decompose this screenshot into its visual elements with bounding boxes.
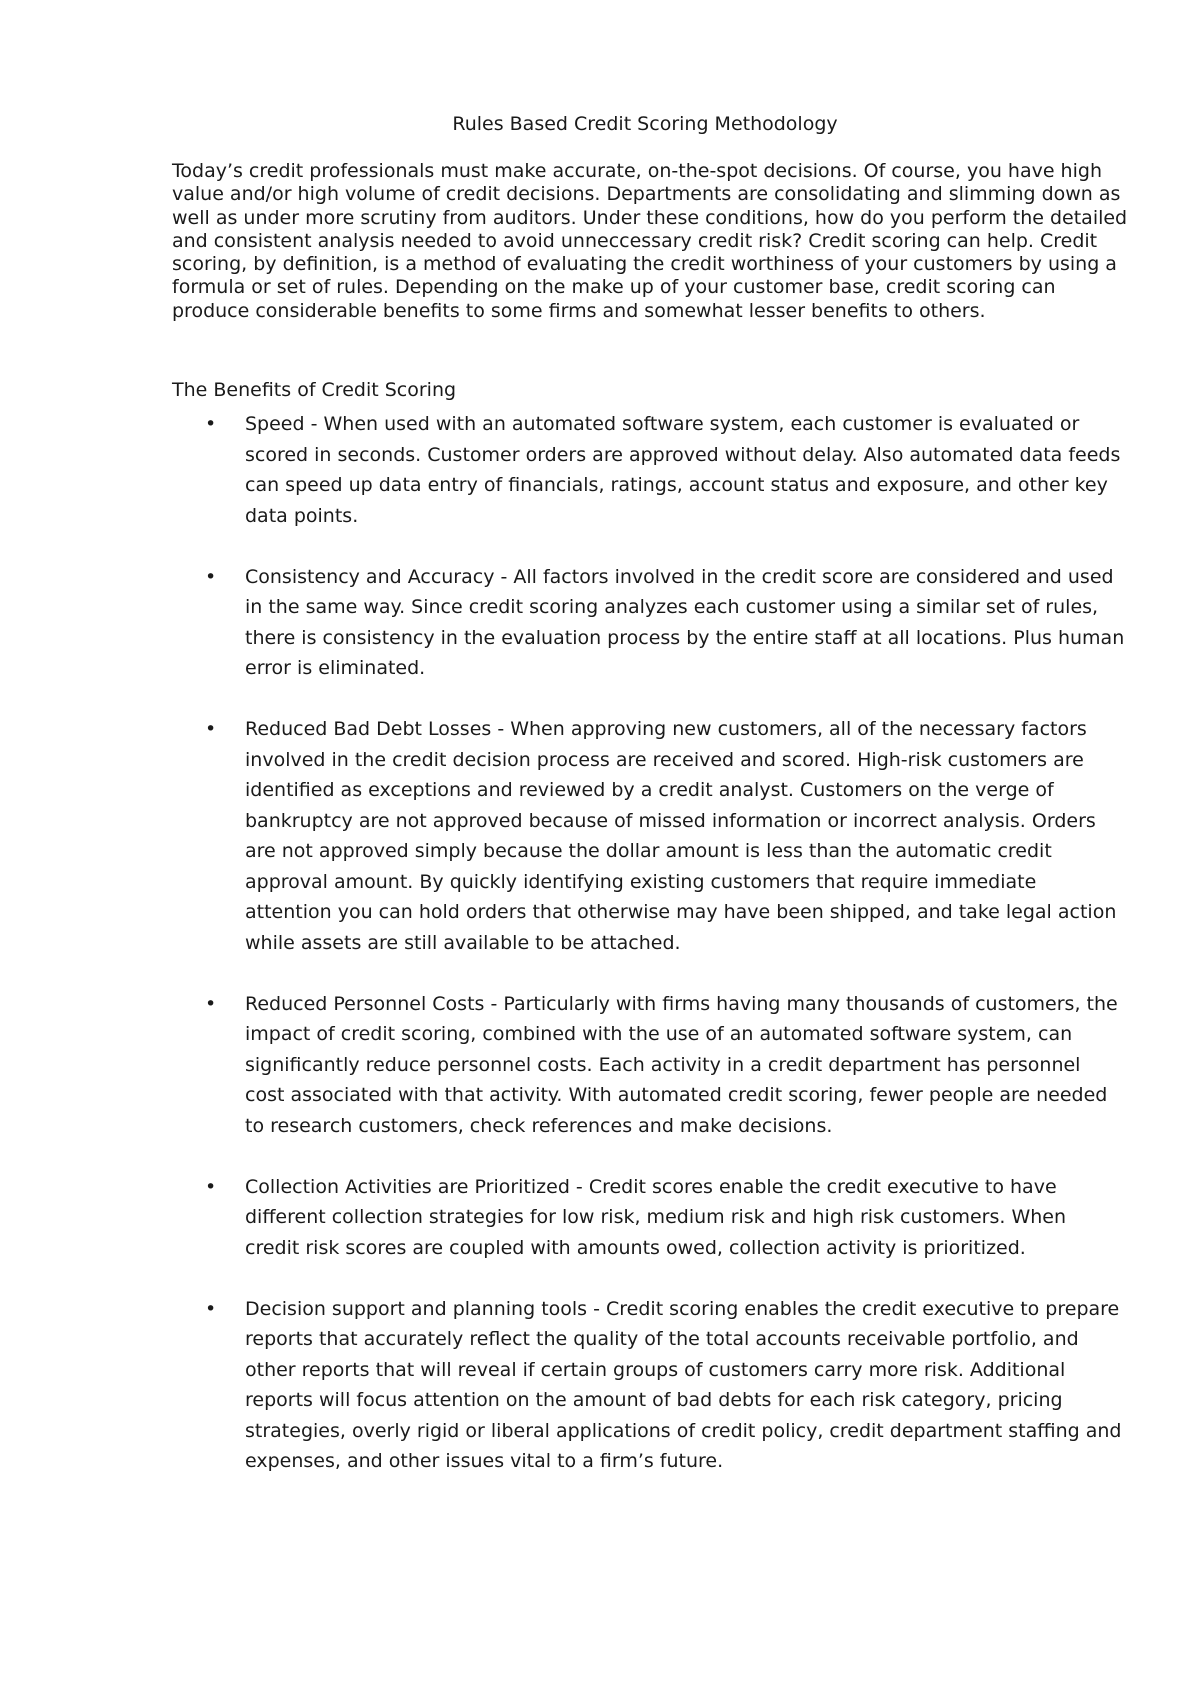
bullet-icon: •: [205, 413, 217, 435]
bullet-icon: •: [205, 992, 217, 1015]
benefit-item-collections: [0, 1172, 1125, 1264]
benefit-text: Consistency and Accuracy - All factors involved in the credit score are considered and used in the same way. Since credit scoring analyzes each customer using a similar set of rules, there is consistency in the evaluation process by the entire staff at all locations. Plus human error is eliminated.: [245, 565, 1125, 679]
benefit-text: Speed - When used with an automated software system, each customer is evaluated or scored in seconds. Customer orders are approved without delay. Also automated data feeds can speed up data entry of financials, ratings, account status and exposure, and other key data points.: [245, 413, 1121, 527]
bullet-icon: •: [205, 1175, 217, 1198]
bullet-icon: •: [205, 1297, 217, 1320]
benefit-text: Reduced Bad Debt Losses - When approving new customers, all of the necessary factors involved in the credit decision process are received and scored. High-risk customers are identified as exceptions and reviewed by a credit analyst. Customers on the verge of bankruptcy are not approved because of missed information or incorrect analysis. Orders are not approved simply because the dollar amount is less than the automatic credit approval amount. By quickly identifying existing customers that require immediate attention you can hold orders that otherwise may have been shipped, and take legal action while assets are still available to be attached.: [245, 718, 1117, 954]
benefit-item-decision-support: [0, 1294, 1125, 1477]
bullet-icon: •: [205, 565, 217, 588]
benefits-list: [0, 409, 1200, 1507]
benefit-item-consistency: [0, 562, 1125, 684]
bullet-icon: •: [205, 718, 217, 740]
benefit-text: Decision support and planning tools - Credit scoring enables the credit executive to prepare reports that accurately reflect the quality of the total accounts receivable portfolio, and other reports that will reveal if certain groups of customers carry more risk. Additional reports will focus attention on the amount of bad debts for each risk category, pricing strategies, overly rigid or liberal applications of credit policy, credit department staffing and expenses, and other issues vital to a firm’s future.: [245, 1297, 1122, 1472]
benefits-heading: The Benefits of Credit Scoring: [172, 379, 457, 401]
document-title: Rules Based Credit Scoring Methodology: [452, 113, 838, 135]
benefit-text: Collection Activities are Prioritized - Credit scores enable the credit executive to have different collection strategies for low risk, medium risk and high risk customers. When credit risk scores are coupled with amounts owed, collection activity is prioritized.: [245, 1175, 1067, 1259]
benefit-item-speed: [0, 409, 1125, 531]
benefit-item-personnel-costs: [0, 989, 1125, 1142]
benefit-item-bad-debt: [0, 714, 1125, 958]
intro-paragraph: Today’s credit professionals must make accurate, on-the-spot decisions. Of course, you have high value and/or high volume of credit decisions. Departments are consolidating and slimming down as well as under more scrutiny from auditors. Under these conditions, how do you perform the detailed and consistent analysis needed to avoid unneccessary credit risk? Credit scoring can help. Credit scoring, by definition, is a method of evaluating the credit worthiness of your customers by using a formula or set of rules. Depending on the make up of your customer base, credit scoring can produce considerable benefits to some firms and somewhat lesser benefits to others.: [172, 160, 1128, 322]
benefit-text: Reduced Personnel Costs - Particularly with firms having many thousands of customers, the impact of credit scoring, combined with the use of an automated software system, can significantly reduce personnel costs. Each activity in a credit department has personnel cost associated with that activity. With automated credit scoring, fewer people are needed to research customers, check references and make decisions.: [245, 992, 1118, 1137]
